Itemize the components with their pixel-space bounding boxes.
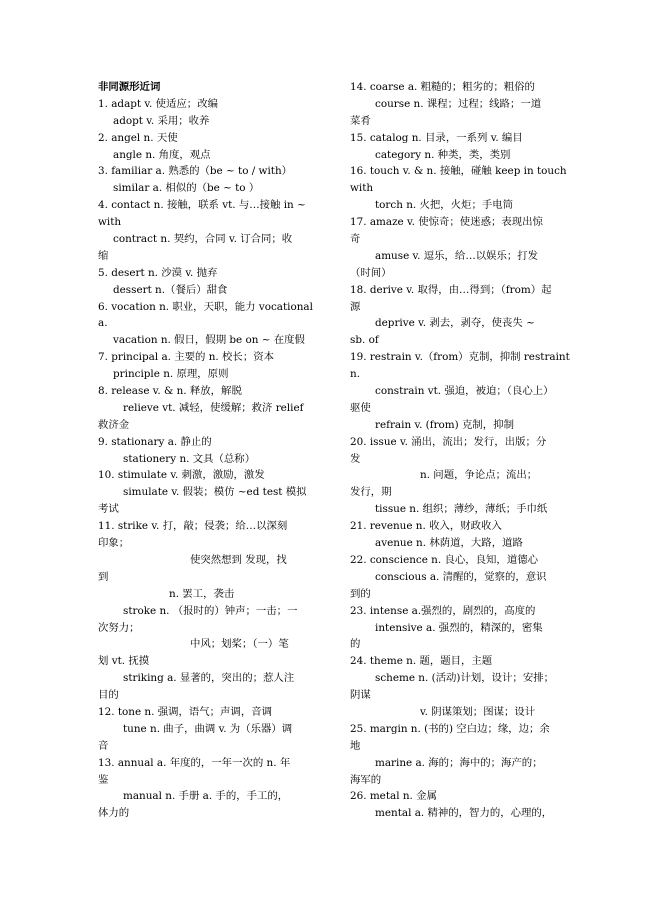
entry-line: 到 bbox=[98, 570, 109, 583]
entry-line: scheme n. (活动)计划，设计；安排； bbox=[375, 672, 554, 685]
entry-line: 5. desert n. 沙漠 v. 抛弃 bbox=[98, 266, 218, 279]
entry-line: manual n. 手册 a. 手的，手工的， bbox=[123, 790, 289, 803]
entry-line: 地 bbox=[350, 739, 361, 752]
entry-line: 2. angel n. 天使 bbox=[98, 131, 178, 144]
entry-line: 考试 bbox=[98, 503, 119, 516]
entry-line: deprive v. 剥去，剥夺，使丧失 ~ bbox=[375, 317, 535, 330]
entry-line: 6. vocation n. 职业，天职，能力 vocational bbox=[98, 300, 313, 313]
entry-line: 发 bbox=[350, 452, 361, 465]
entry-line: n. bbox=[350, 368, 360, 381]
entry-line: category n. 种类，类，类别 bbox=[375, 148, 511, 161]
entry-line: 10. stimulate v. 刺激，激励，激发 bbox=[98, 469, 265, 482]
entry-line: 15. catalog n. 目录，一系列 v. 编目 bbox=[350, 131, 523, 144]
entry-line: 菜肴 bbox=[350, 114, 371, 127]
entry-line: striking a. 显著的，突出的；惹人注 bbox=[123, 672, 295, 685]
entry-line: 驱使 bbox=[350, 401, 371, 414]
entry-line: 1. adapt v. 使适应；改编 bbox=[98, 97, 218, 110]
entry-line: 海军的 bbox=[350, 773, 382, 786]
entry-line: adopt v. 采用；收养 bbox=[113, 114, 210, 127]
entry-line: stationery n. 文具（总称） bbox=[123, 452, 256, 465]
entry-line: n. 罢工，袭击 bbox=[169, 587, 235, 600]
entry-line: 8. release v. & n. 释放，解脱 bbox=[98, 385, 242, 398]
entry-line: contract n. 契约，合同 v. 订合同；收 bbox=[113, 233, 293, 246]
entry-line: 奇 bbox=[350, 233, 361, 246]
entry-line: 13. annual a. 年度的，一年一次的 n. 年 bbox=[98, 756, 291, 769]
entry-line: course n. 课程；过程；线路；一道 bbox=[375, 97, 542, 110]
entry-line: 3. familiar a. 熟悉的（be ~ to / with） bbox=[98, 165, 293, 178]
entry-line: 14. coarse a. 粗糙的；粗劣的；粗俗的 bbox=[350, 81, 535, 93]
entry-line: 25. margin n. (书的) 空白边；缘，边；余 bbox=[350, 722, 550, 735]
left-column bbox=[98, 79, 313, 822]
entry-line: intensive a. 强烈的，精深的，密集 bbox=[375, 621, 543, 634]
entry-line: 次努力； bbox=[98, 621, 140, 634]
entry-line: 16. touch v. & n. 接触，碰触 keep in touch bbox=[350, 165, 567, 178]
entry-line: tissue n. 组织；薄纱，薄纸；手巾纸 bbox=[375, 503, 548, 516]
entry-line: marine a. 海的；海中的；海产的； bbox=[375, 756, 543, 769]
entry-line: 鉴 bbox=[98, 773, 109, 786]
entry-line: 划 vt. 抚摸 bbox=[98, 655, 150, 668]
entry-line: refrain v. (from) 克制，抑制 bbox=[375, 418, 514, 431]
entry-line: 到的 bbox=[350, 587, 371, 600]
entry-line: 目的 bbox=[98, 689, 119, 702]
entry-line: 9. stationary a. 静止的 bbox=[98, 435, 212, 448]
entry-line: tune n. 曲子，曲调 v. 为（乐器）调 bbox=[123, 722, 293, 735]
entry-line: 4. contact n. 接触，联系 vt. 与…接触 in ~ bbox=[98, 199, 306, 212]
entry-line: amuse v. 逗乐，给…以娱乐；打发 bbox=[375, 249, 539, 262]
entry-line: 的 bbox=[350, 638, 361, 651]
entry-line: simulate v. 假装；模仿 ~ed test 模拟 bbox=[123, 486, 307, 499]
entry-line: relieve vt. 减轻，使缓解；救济 relief bbox=[123, 401, 304, 414]
entry-line: with bbox=[350, 182, 374, 195]
entry-line: 体力的 bbox=[98, 807, 130, 820]
entry-line: 源 bbox=[350, 300, 361, 313]
entry-line: 22. conscience n. 良心，良知，道德心 bbox=[350, 553, 538, 566]
entry-line: 23. intense a.强烈的，剧烈的，高度的 bbox=[350, 604, 536, 617]
entry-line: 12. tone n. 强调，语气；声调，音调 bbox=[98, 705, 272, 718]
entry-line: 11. strike v. 打，敲；侵袭；给…以深刻 bbox=[98, 520, 288, 533]
entry-line: 音 bbox=[98, 739, 109, 752]
entry-line: 18. derive v. 取得，由…得到；（from）起 bbox=[350, 283, 552, 296]
entry-line: torch n. 火把，火炬；手电筒 bbox=[375, 199, 514, 212]
entry-line: stroke n. （报时的）钟声；一击；一 bbox=[123, 604, 298, 617]
entry-line: 20. issue v. 涌出，流出；发行，出版；分 bbox=[350, 435, 547, 448]
entry-line: 发行，期 bbox=[350, 486, 392, 499]
entry-line: avenue n. 林荫道，大路，道路 bbox=[375, 537, 523, 550]
entry-line: 救济金 bbox=[98, 418, 130, 431]
entry-line: v. 阴谋策划；图谋；设计 bbox=[420, 705, 536, 718]
entry-line: vacation n. 假日，假期 be on ~ 在度假 bbox=[113, 334, 305, 347]
section-title: 非同源形近词 bbox=[98, 81, 161, 93]
entry-line: principle n. 原理，原则 bbox=[113, 368, 229, 381]
entry-line: with bbox=[98, 216, 122, 229]
entry-line: 19. restrain v.（from）克制，抑制 restraint bbox=[350, 351, 570, 364]
entry-line: similar a. 相似的（be ~ to ） bbox=[113, 182, 260, 195]
entry-line: a. bbox=[98, 317, 108, 330]
entry-line: angle n. 角度，观点 bbox=[113, 148, 211, 161]
entry-line: （时间） bbox=[350, 266, 392, 279]
entry-line: 17. amaze v. 使惊奇；使迷惑；表现出惊 bbox=[350, 216, 543, 229]
entry-line: dessert n.（餐后）甜食 bbox=[113, 283, 228, 296]
entry-line: 中风；划桨；（一）笔 bbox=[190, 638, 289, 651]
entry-line: 使突然想到 发现，找 bbox=[190, 553, 287, 566]
entry-line: 阴谋 bbox=[350, 689, 371, 702]
right-column bbox=[350, 79, 570, 822]
entry-line: 印象； bbox=[98, 537, 130, 550]
entry-line: 缩 bbox=[98, 249, 109, 262]
entry-line: 24. theme n. 题，题目，主题 bbox=[350, 655, 493, 668]
entry-line: sb. of bbox=[350, 334, 379, 347]
entry-line: constrain vt. 强迫，被迫；（良心上） bbox=[375, 385, 554, 398]
entry-line: mental a. 精神的，智力的，心理的， bbox=[375, 807, 553, 820]
entry-line: conscious a. 清醒的，觉察的，意识 bbox=[375, 570, 547, 583]
entry-line: 26. metal n. 金属 bbox=[350, 790, 437, 803]
entry-line: 7. principal a. 主要的 n. 校长；资本 bbox=[98, 351, 274, 364]
entry-line: 21. revenue n. 收入，财政收入 bbox=[350, 520, 502, 533]
entry-line: n. 问题，争论点；流出； bbox=[420, 469, 538, 482]
